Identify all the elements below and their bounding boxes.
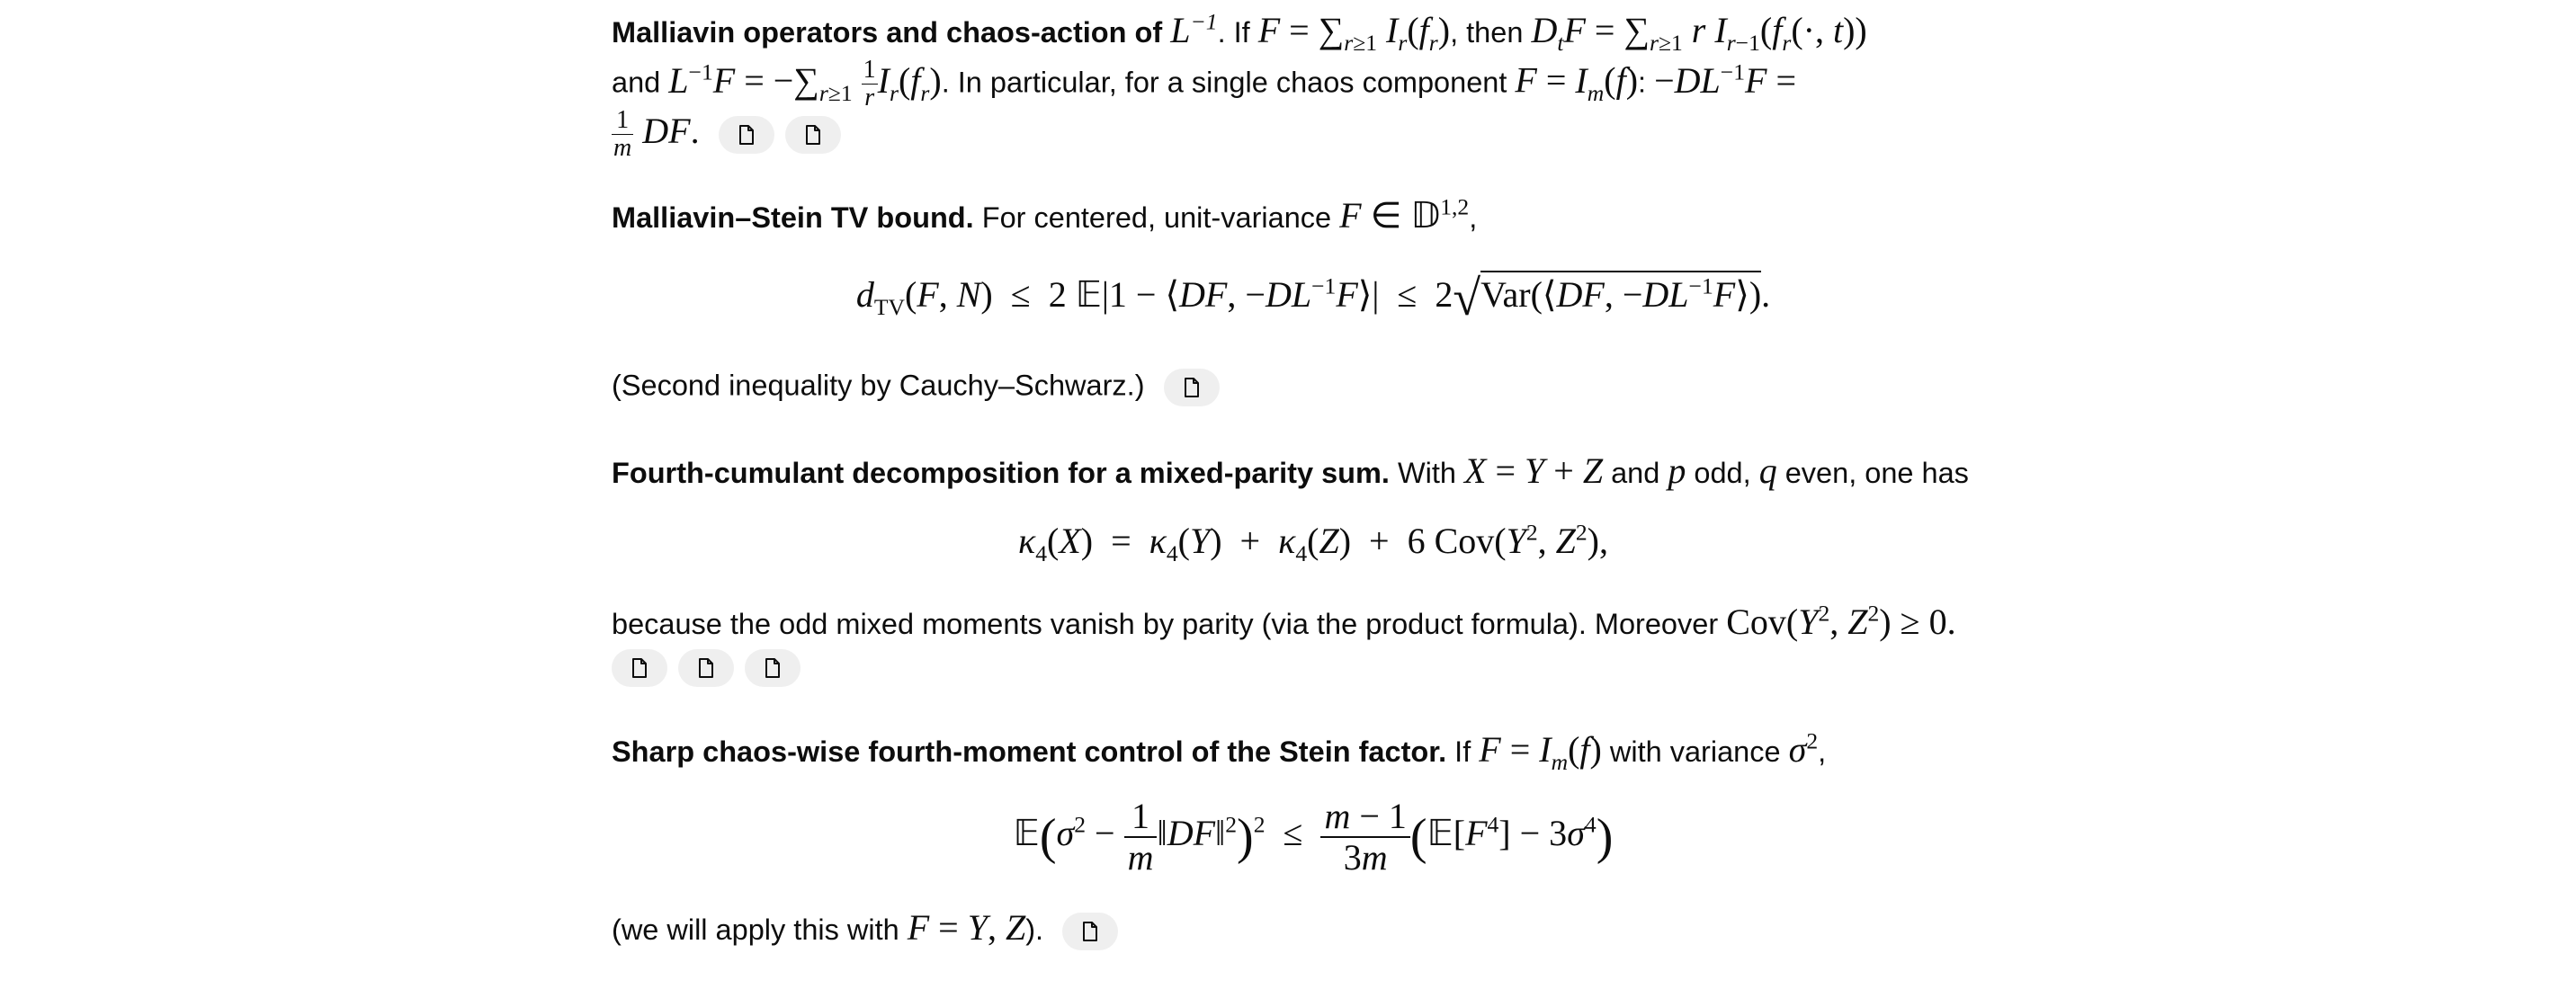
math-p: p (1668, 450, 1686, 491)
citation-button[interactable] (785, 116, 841, 154)
math-fourth-moment-bound: $𝔼(\sigma^2$ − $\frac{1}{m}$ ‖DF‖$^2$)$^2$ ≤ $\frac{m - 1}{3m}$ $(𝔼[F^4] - 3\sigma^4)$ (1013, 796, 1614, 878)
text-because: because the odd mixed moments vanish by parity (via the product formula). Moreover (612, 608, 1719, 640)
citation-button[interactable] (719, 116, 774, 154)
section-1-line-3 (612, 108, 841, 161)
math-F-Im-f: $F = I_m(f)$ (1479, 729, 1602, 775)
text-if: If (1454, 735, 1471, 768)
section-2-heading: Malliavin–Stein TV bound. (612, 201, 974, 234)
math-L-inverse: $L^{-1}$ (1170, 8, 1218, 50)
math-one-over-m-DF: $\frac{1}{m}$ DF. (613, 106, 700, 162)
text-then: , then (1450, 16, 1524, 49)
text-and: and (612, 66, 661, 99)
equation-fourth-cumulant (612, 519, 2015, 566)
math-F-in-D12: F ∈ 𝔻$^{1,2}$ (1339, 193, 1470, 236)
math-q: q (1758, 450, 1777, 491)
text-with: With (1397, 457, 1456, 489)
citation-button[interactable] (678, 649, 734, 687)
citation-button[interactable] (1062, 913, 1118, 950)
text-apply-end: ). (1025, 913, 1044, 946)
math-X-sum: X = Y + Z (1464, 450, 1604, 491)
text-and: and (1611, 457, 1660, 489)
text-odd: odd, (1694, 457, 1751, 489)
citation-button[interactable] (1164, 369, 1220, 406)
section-1-line-1 (612, 8, 1867, 56)
section-2-note-line (612, 369, 1220, 406)
math-sigma-squared: $\sigma^2$ (1788, 727, 1819, 770)
math-L-inverse-F: $L^{-1}F = -\sum_{r\ge 1}$ $\frac{1}{r}$ $I_r(f_r)$ (668, 56, 942, 111)
section-3-heading: Fourth-cumulant decomposition for a mixed-parity sum. (612, 457, 1390, 489)
text-even: even, one has (1784, 457, 1969, 489)
math-tv-bound: $d_{TV}(F$, N) ≤ 2 𝔼|1 − ⟨DF, $-DL^{-1}F⟩|$ ≤ 2√Var(⟨DF, $-DL^{-1}F⟩$). (855, 271, 1771, 326)
cauchy-schwarz-note: (Second inequality by Cauchy–Schwarz.) (612, 369, 1145, 402)
math-F-Y-Z: F = Y, Z (907, 907, 1026, 948)
math-F-single-chaos: $F = I_m(f)$ (1515, 59, 1639, 106)
citation-button[interactable] (612, 649, 667, 687)
section-3-line-1 (612, 450, 1969, 492)
math-F-chaos-expansion: $F = \sum_{r\ge 1}$ $I_r(f_r)$ (1257, 10, 1451, 56)
document-icon (804, 124, 822, 146)
document-icon (631, 657, 648, 679)
math-cov-nonnegative: $Cov(Y^2$, $Z^2) \ge 0$. (1726, 600, 1956, 642)
text-intro: For centered, unit-variance (981, 201, 1332, 234)
equation-tv-bound (612, 270, 2015, 327)
equation-fourth-moment (612, 798, 2015, 876)
section-4-line-2 (612, 906, 1118, 950)
text-apply: (we will apply this with (612, 913, 899, 946)
citation-button[interactable] (745, 649, 801, 687)
document-icon (697, 657, 715, 679)
section-2-line-1: Malliavin–Stein TV bound. For centered, unit-variance F ∈ 𝔻$^{1,2}$, (612, 193, 1478, 236)
section-1-heading: Malliavin operators and chaos-action of (612, 16, 1163, 49)
text-variance: with variance (1609, 735, 1781, 768)
document-icon (1183, 377, 1201, 398)
section-4-line-1: Sharp chaos-wise fourth-moment control of the Stein factor. If $F = I_m(f)$ with variance $\sigma^2$, (612, 727, 1827, 775)
math-fourth-cumulant: $\kappa_4(X) = \kappa_4(Y) + \kappa_4(Z) + 6$ $Cov(Y^2$, $Z^2$), (1017, 519, 1608, 566)
section-3-citations (601, 649, 801, 687)
text-particular: . In particular, for a single chaos component (941, 66, 1507, 99)
document-icon (1081, 921, 1099, 942)
document-icon (738, 124, 756, 146)
text-if: . If (1217, 16, 1250, 49)
math-DtF: $D_tF = \sum_{r\ge 1}$ r $I_{r-1}(f_r(\cdot$, t)) (1531, 10, 1867, 56)
math-minus-DL-inverse: $-DL^{-1}F$ = (1654, 58, 1797, 101)
section-1-line-2: and $L^{-1}F = -\sum_{r\ge 1}$ $\frac{1}{r}$ $I_r(f_r)$. In particular, for a single chaos component $F = I_m(f)$: $-DL^{-1}F$ = (612, 56, 1797, 111)
document-icon (764, 657, 782, 679)
section-3-line-2 (612, 601, 1956, 643)
section-4-heading: Sharp chaos-wise fourth-moment control of the Stein factor. (612, 735, 1447, 768)
